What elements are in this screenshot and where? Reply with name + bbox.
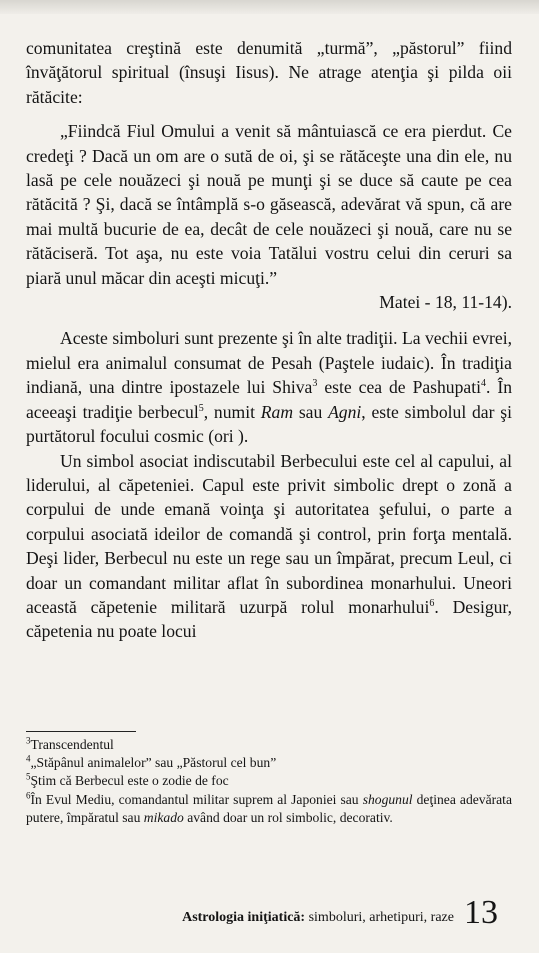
page-number: 13	[464, 894, 498, 931]
footnote-ref-6: 6	[429, 598, 435, 610]
footnote-ref-5: 5	[198, 402, 204, 414]
paragraph-intro: comunitatea creştină este denumită „turmă”, „păstorul” fiind învăţătorul spiritual (însuşi Iisus). Ne atrage atenţia şi pilda oii rătăcite:	[26, 38, 512, 107]
footnotes	[26, 736, 512, 827]
quote-citation: Matei - 18, 11-14).	[379, 292, 512, 313]
paragraph-leader: Un simbol asociat indiscutabil Berbecului este cel al capului, al liderului, al căpeteniei. Capul este privit simbolic drept o zonă a corpului de unde emană voinţa şi autoritatea şefului, o parte a corpului asociată ideilor de comandă şi control, prin forţa mentală. Deşi lider, Berbecul nu este un rege sau un împărat, precum Leul, ci doar un comandant militar aflat în subordinea monarhului. Uneori această căpetenie militară uzurpă rolul monarhului$^6$. Desigur, căpetenia nu poate locui	[26, 450, 512, 642]
term-ram: Ram	[260, 401, 294, 422]
footnote-ref-4: 4	[480, 378, 486, 390]
footnote-5: $^5$Ştim că Berbecul este o zodie de foc	[26, 771, 229, 789]
footnote-ref-3: 3	[312, 378, 318, 390]
footnote-divider	[26, 731, 136, 732]
paragraph-traditions: Aceste simboluri sunt prezente şi în alte tradiţii. La vechii evrei, mielul era animalul consumat de Pesah (Paştele iudaic). În tradiţia indiană, una dintre ipostazele lui Shiva$^3$ este cea de Pashupati$^4$. În aceeaşi tradiţie berbecul$^5$, numit Ram sau Agni, este simbolul dar şi purtătorul focului cosmic (ori ).	[26, 328, 512, 447]
page-footer	[118, 890, 498, 934]
footnote-6: $^6$În Evul Mediu, comandantul militar suprem al Japoniei sau shogunul deţinea adevărata putere, împăratul sau mikado având doar un rol simbolic, decorativ.	[26, 790, 512, 825]
running-head: Astrologia iniţiatică: simboluri, arhetipuri, raze	[182, 910, 454, 925]
footnote-3: $^3$Transcendentul	[26, 735, 114, 752]
term-agni: Agni	[328, 401, 362, 422]
main-text	[26, 36, 512, 644]
footnote-4: $^4$„Stăpânul animalelor” sau „Păstorul cel bun”	[26, 753, 277, 771]
previous-page-edge	[0, 0, 539, 14]
bible-quote: „Fiindcă Fiul Omului a venit să mântuiască ce era pierdut. Ce credeţi ? Dacă un om are o sută de oi, şi se rătăceşte una din ele, nu lasă pe cele nouăzeci şi nouă pe munţi şi se duce să caute pe cea rătăcită ? Şi, dacă se întâmplă s-o găsească, adevărat vă spun, că are mai multă bucurie de ea, decât de cele nouăzeci şi nouă, care nu se rătăciseră. Tot aşa, nu este voia Tatălui vostru celui din ceruri sa piară unul măcar din aceşti micuţi.”	[26, 121, 512, 288]
